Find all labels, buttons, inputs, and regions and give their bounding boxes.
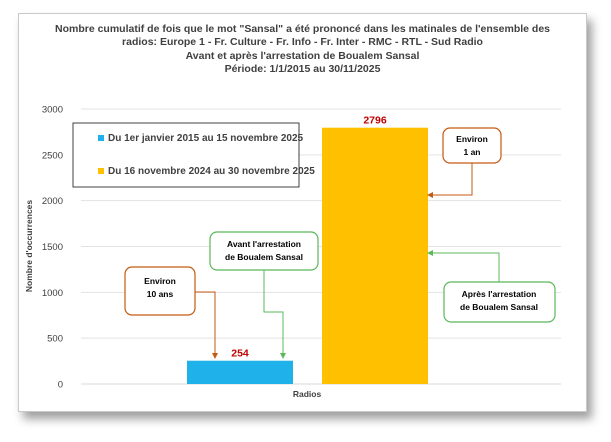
callout-arrow (195, 292, 215, 358)
callout-line-2: 10 ans (146, 289, 174, 299)
y-tick-label: 2500 (41, 150, 63, 162)
x-axis-title: Radios (292, 389, 322, 399)
y-tick-label: 3000 (41, 104, 63, 116)
chart-title-line-2: radios: Europe 1 - Fr. Culture - Fr. Info - Fr. Inter - RMC - RTL - Sud Radio (122, 36, 483, 49)
y-tick-label: 500 (47, 333, 63, 345)
bar-2 (322, 128, 428, 384)
y-tick-label: 1500 (41, 242, 63, 253)
callout-line-2: 1 an (463, 147, 481, 157)
bar-value-label-2: 2796 (363, 114, 387, 127)
legend (73, 123, 315, 187)
callout-arrow (264, 270, 283, 358)
callout-line-1: Après l'arrestation (461, 289, 537, 299)
legend-label-2: Du 16 novembre 2024 au 30 novembre 2025 (108, 166, 315, 177)
bar-1 (187, 361, 293, 384)
legend-label-1: Du 1er janvier 2015 au 15 novembre 2025 (108, 133, 304, 144)
chart-title-line-3: Avant et après l'arrestation de Boualem Sansal (185, 49, 420, 62)
y-tick-label: 1000 (41, 287, 63, 299)
callout-environ-10-ans (125, 267, 215, 358)
legend-swatch-2 (98, 168, 104, 174)
bar-value-label-1: 254 (231, 347, 249, 360)
callout-line-1: Environ (456, 134, 488, 144)
y-axis-title: Nombre d'occurrences (24, 199, 34, 293)
callout-line-1: Environ (144, 276, 176, 286)
callout-line-2: de Boualem Sansal (460, 302, 538, 312)
y-tick-label: 0 (57, 379, 63, 391)
callout-environ-1-an (428, 128, 501, 195)
chart-frame (18, 13, 587, 412)
callout-avant-arrestation (210, 232, 318, 358)
chart-title-line-1: Nombre cumulatif de fois que le mot "Sansal" a été prononcé dans les matinales de l'ensemble des (54, 23, 550, 35)
y-tick-label: 2000 (41, 196, 63, 208)
chart-title-line-4: Période: 1/1/2015 au 30/11/2025 (224, 63, 381, 76)
bar-chart (19, 14, 586, 411)
callout-box (210, 232, 318, 270)
callout-line-2: de Boualem Sansal (225, 252, 303, 262)
legend-swatch-1 (98, 135, 104, 141)
y-axis-ticks (42, 105, 63, 391)
callout-arrow (428, 253, 499, 282)
callout-line-1: Avant l'arrestation (227, 239, 301, 249)
callout-arrow (428, 163, 472, 195)
callout-apres-arrestation (428, 253, 555, 322)
